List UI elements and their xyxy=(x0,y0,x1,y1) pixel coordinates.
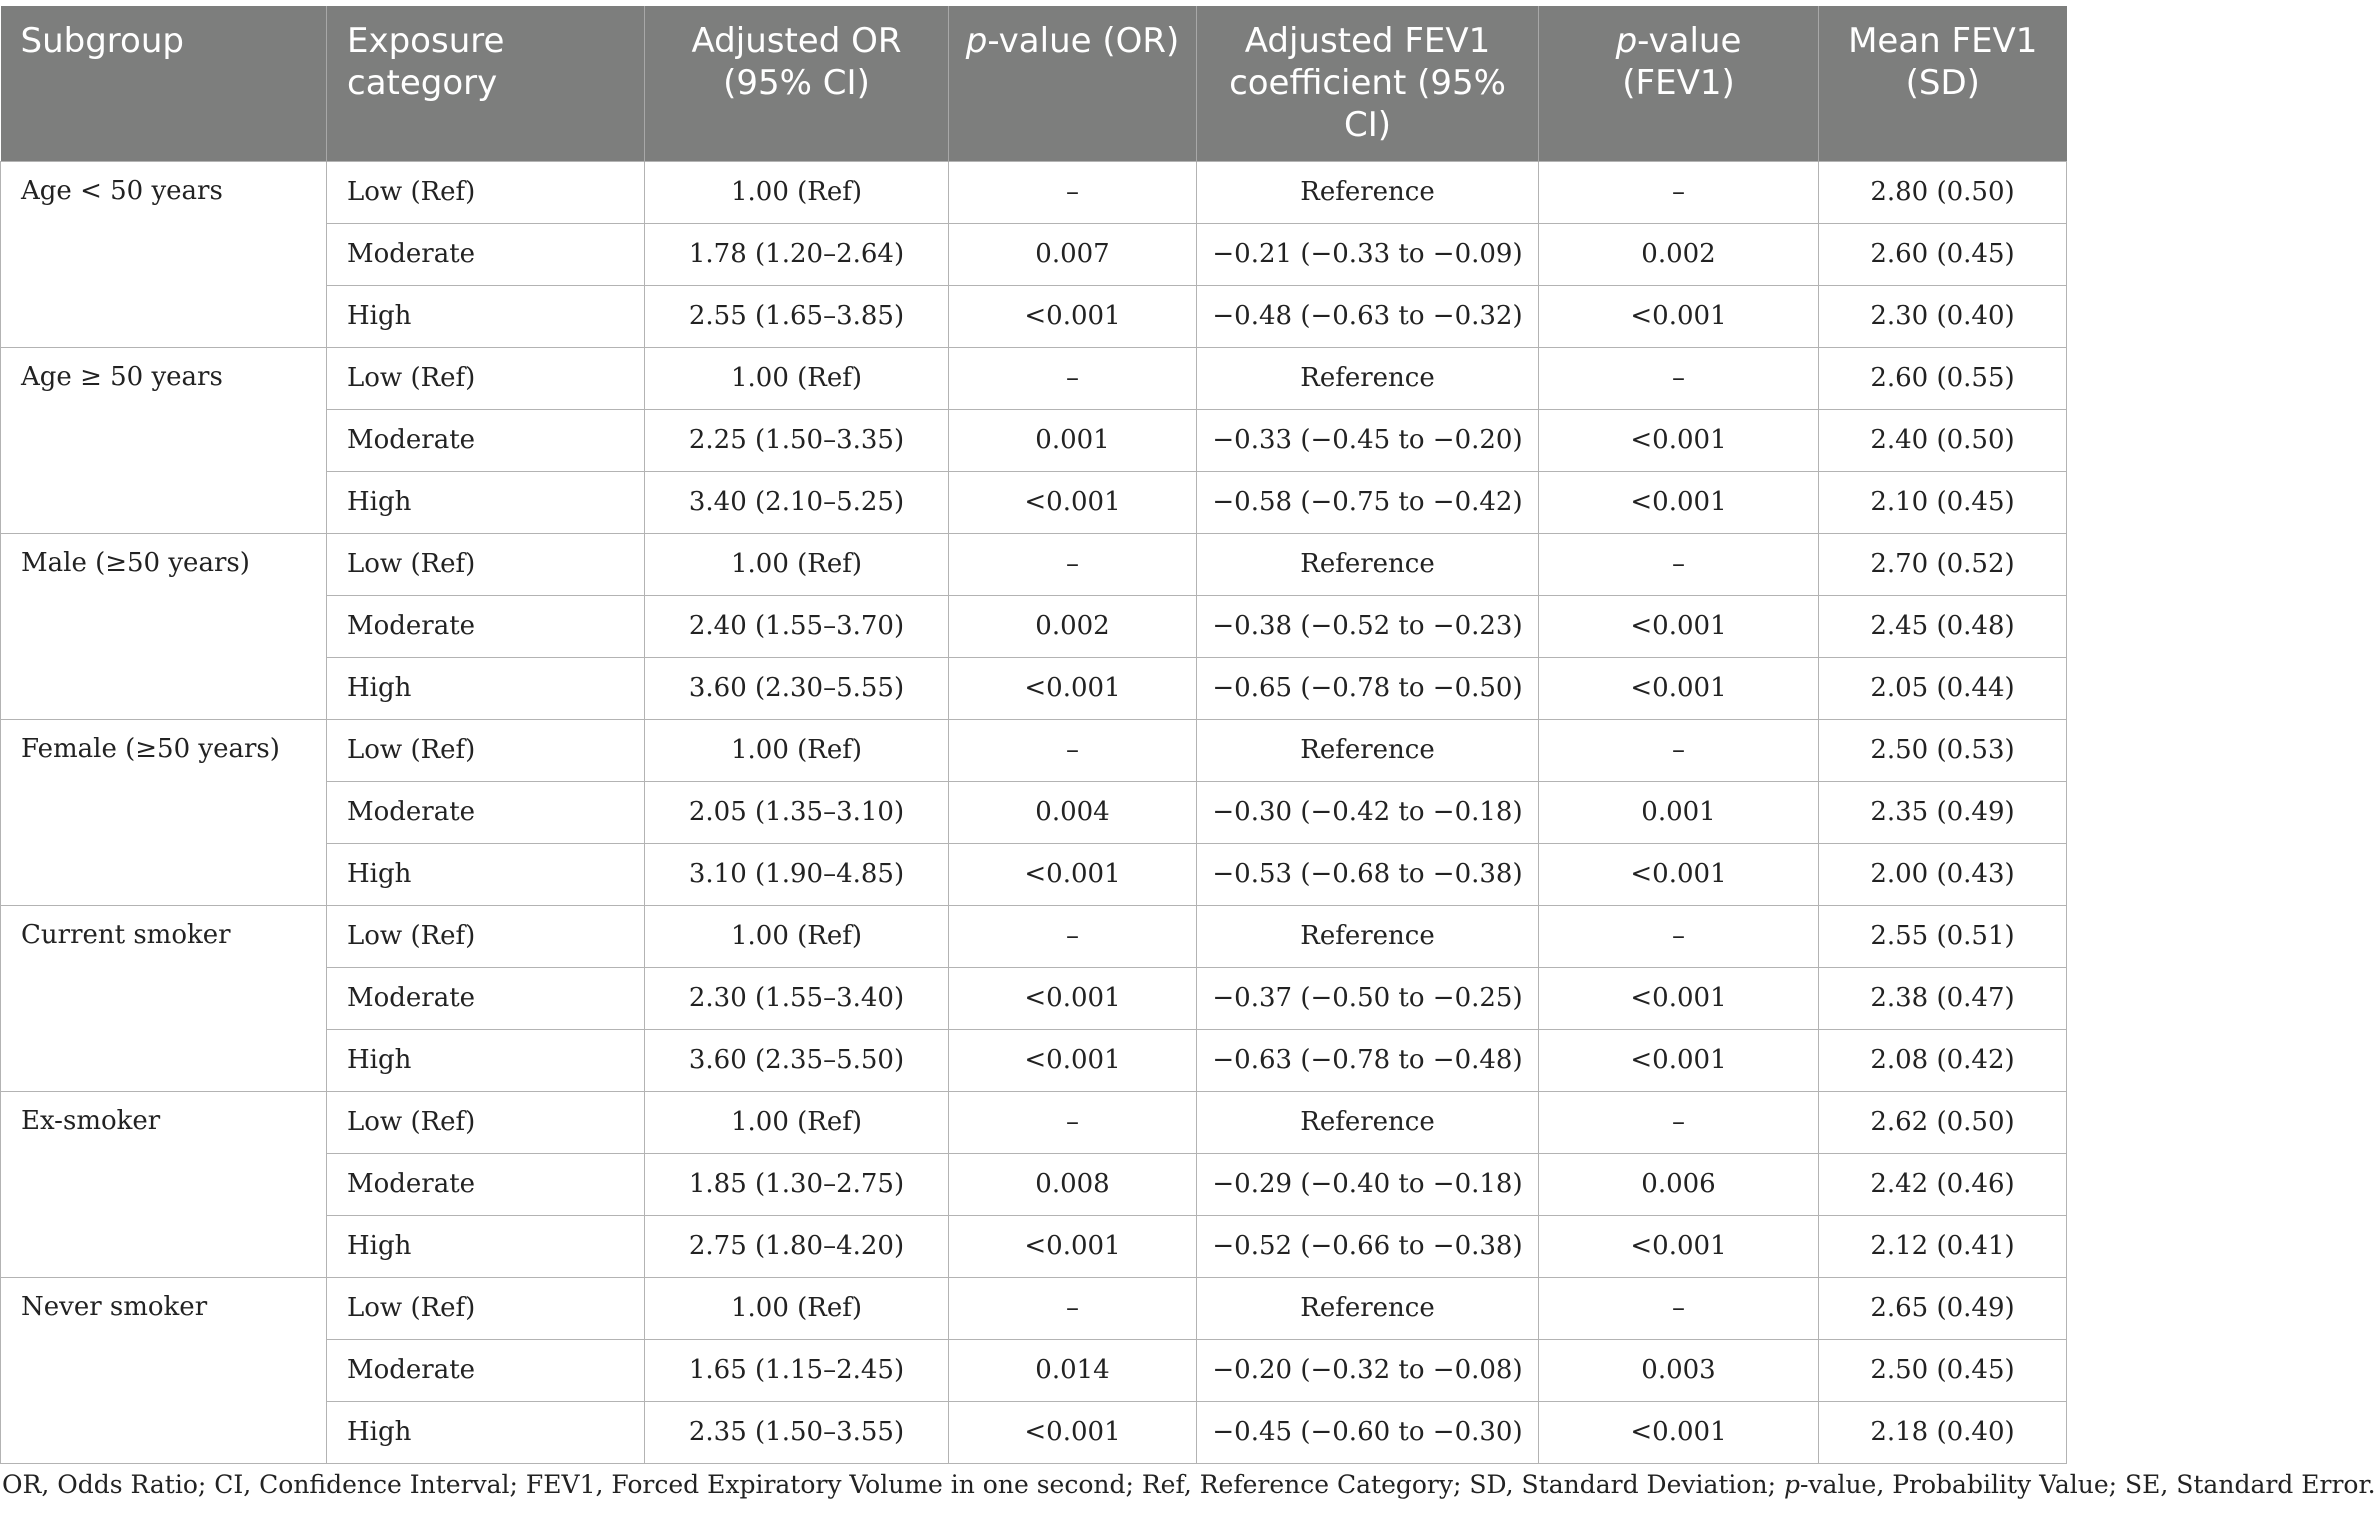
cell-p-value-or: <0.001 xyxy=(949,843,1197,905)
cell-adjusted-or: 1.85 (1.30–2.75) xyxy=(645,1153,949,1215)
cell-p-value-or: 0.008 xyxy=(949,1153,1197,1215)
cell-adjusted-fev1: −0.37 (−0.50 to −0.25) xyxy=(1197,967,1539,1029)
cell-mean-fev1: 2.62 (0.50) xyxy=(1819,1091,2067,1153)
cell-exposure-category: Low (Ref) xyxy=(327,161,645,223)
cell-adjusted-or: 1.00 (Ref) xyxy=(645,1091,949,1153)
header-adjusted-fev1: Adjusted FEV1 coefficient (95% CI) xyxy=(1197,6,1539,161)
cell-exposure-category: Moderate xyxy=(327,1339,645,1401)
cell-exposure-category: Moderate xyxy=(327,409,645,471)
cell-p-value-fev1: – xyxy=(1539,905,1819,967)
table-row xyxy=(1,1091,2067,1153)
cell-adjusted-or: 2.55 (1.65–3.85) xyxy=(645,285,949,347)
cell-adjusted-fev1: Reference xyxy=(1197,1091,1539,1153)
cell-adjusted-fev1: Reference xyxy=(1197,1277,1539,1339)
cell-adjusted-fev1: −0.45 (−0.60 to −0.30) xyxy=(1197,1401,1539,1463)
cell-adjusted-fev1: −0.48 (−0.63 to −0.32) xyxy=(1197,285,1539,347)
cell-p-value-or: <0.001 xyxy=(949,1029,1197,1091)
cell-p-value-fev1: <0.001 xyxy=(1539,285,1819,347)
cell-exposure-category: High xyxy=(327,657,645,719)
cell-adjusted-or: 1.00 (Ref) xyxy=(645,905,949,967)
cell-adjusted-fev1: −0.20 (−0.32 to −0.08) xyxy=(1197,1339,1539,1401)
cell-p-value-or: – xyxy=(949,533,1197,595)
cell-p-value-fev1: – xyxy=(1539,719,1819,781)
cell-p-value-fev1: – xyxy=(1539,1091,1819,1153)
cell-mean-fev1: 2.50 (0.53) xyxy=(1819,719,2067,781)
cell-p-value-fev1: <0.001 xyxy=(1539,595,1819,657)
cell-subgroup: Female (≥50 years) xyxy=(1,719,327,905)
cell-exposure-category: Low (Ref) xyxy=(327,719,645,781)
cell-p-value-fev1: – xyxy=(1539,161,1819,223)
cell-adjusted-or: 3.60 (2.35–5.50) xyxy=(645,1029,949,1091)
cell-exposure-category: Moderate xyxy=(327,223,645,285)
cell-p-value-or: <0.001 xyxy=(949,657,1197,719)
cell-mean-fev1: 2.35 (0.49) xyxy=(1819,781,2067,843)
cell-p-value-fev1: 0.001 xyxy=(1539,781,1819,843)
cell-p-value-or: <0.001 xyxy=(949,967,1197,1029)
cell-exposure-category: Low (Ref) xyxy=(327,905,645,967)
cell-p-value-fev1: <0.001 xyxy=(1539,409,1819,471)
cell-p-value-or: – xyxy=(949,719,1197,781)
cell-p-value-fev1: – xyxy=(1539,533,1819,595)
cell-exposure-category: High xyxy=(327,285,645,347)
header-mean-fev1: Mean FEV1 (SD) xyxy=(1819,6,2067,161)
cell-adjusted-or: 1.00 (Ref) xyxy=(645,719,949,781)
cell-p-value-fev1: <0.001 xyxy=(1539,471,1819,533)
cell-p-value-fev1: 0.002 xyxy=(1539,223,1819,285)
table-row xyxy=(1,161,2067,223)
cell-mean-fev1: 2.80 (0.50) xyxy=(1819,161,2067,223)
cell-adjusted-fev1: −0.53 (−0.68 to −0.38) xyxy=(1197,843,1539,905)
cell-exposure-category: High xyxy=(327,1215,645,1277)
table-row xyxy=(1,347,2067,409)
table-row xyxy=(1,1277,2067,1339)
cell-adjusted-fev1: −0.65 (−0.78 to −0.50) xyxy=(1197,657,1539,719)
cell-exposure-category: Moderate xyxy=(327,781,645,843)
cell-adjusted-or: 2.30 (1.55–3.40) xyxy=(645,967,949,1029)
cell-p-value-or: – xyxy=(949,905,1197,967)
header-p-value-or: p-value (OR) xyxy=(949,6,1197,161)
cell-adjusted-fev1: −0.33 (−0.45 to −0.20) xyxy=(1197,409,1539,471)
cell-mean-fev1: 2.38 (0.47) xyxy=(1819,967,2067,1029)
cell-adjusted-fev1: −0.29 (−0.40 to −0.18) xyxy=(1197,1153,1539,1215)
footnote: OR, Odds Ratio; CI, Confidence Interval; FEV1, Forced Expiratory Volume in one second; Ref, Reference Category; SD, Standard Deviation; p-value, Probability Value; SE, Standard Error. xyxy=(2,1470,2376,1499)
cell-p-value-fev1: <0.001 xyxy=(1539,843,1819,905)
cell-exposure-category: High xyxy=(327,471,645,533)
cell-p-value-or: 0.001 xyxy=(949,409,1197,471)
cell-mean-fev1: 2.08 (0.42) xyxy=(1819,1029,2067,1091)
cell-p-value-fev1: <0.001 xyxy=(1539,967,1819,1029)
cell-adjusted-fev1: Reference xyxy=(1197,533,1539,595)
table-body xyxy=(1,161,2067,1463)
cell-mean-fev1: 2.30 (0.40) xyxy=(1819,285,2067,347)
cell-p-value-or: 0.014 xyxy=(949,1339,1197,1401)
cell-p-value-or: <0.001 xyxy=(949,471,1197,533)
cell-mean-fev1: 2.60 (0.45) xyxy=(1819,223,2067,285)
cell-p-value-fev1: <0.001 xyxy=(1539,1215,1819,1277)
header-adjusted-or: Adjusted OR (95% CI) xyxy=(645,6,949,161)
cell-p-value-or: – xyxy=(949,1277,1197,1339)
header-row xyxy=(1,6,2067,161)
cell-adjusted-or: 2.40 (1.55–3.70) xyxy=(645,595,949,657)
cell-p-value-or: <0.001 xyxy=(949,1401,1197,1463)
cell-adjusted-or: 3.40 (2.10–5.25) xyxy=(645,471,949,533)
cell-p-value-or: 0.007 xyxy=(949,223,1197,285)
cell-exposure-category: High xyxy=(327,843,645,905)
cell-p-value-or: – xyxy=(949,1091,1197,1153)
cell-p-value-or: – xyxy=(949,161,1197,223)
cell-p-value-fev1: 0.003 xyxy=(1539,1339,1819,1401)
cell-exposure-category: Moderate xyxy=(327,1153,645,1215)
cell-adjusted-or: 2.75 (1.80–4.20) xyxy=(645,1215,949,1277)
cell-adjusted-fev1: −0.58 (−0.75 to −0.42) xyxy=(1197,471,1539,533)
cell-exposure-category: Moderate xyxy=(327,967,645,1029)
cell-adjusted-fev1: −0.38 (−0.52 to −0.23) xyxy=(1197,595,1539,657)
cell-adjusted-fev1: −0.30 (−0.42 to −0.18) xyxy=(1197,781,1539,843)
cell-subgroup: Age < 50 years xyxy=(1,161,327,347)
header-subgroup: Subgroup xyxy=(1,6,327,161)
results-table xyxy=(0,6,2067,1464)
cell-mean-fev1: 2.70 (0.52) xyxy=(1819,533,2067,595)
cell-subgroup: Current smoker xyxy=(1,905,327,1091)
cell-exposure-category: Moderate xyxy=(327,595,645,657)
cell-adjusted-fev1: −0.63 (−0.78 to −0.48) xyxy=(1197,1029,1539,1091)
table-row xyxy=(1,905,2067,967)
cell-p-value-fev1: – xyxy=(1539,1277,1819,1339)
cell-adjusted-or: 1.00 (Ref) xyxy=(645,1277,949,1339)
cell-p-value-fev1: <0.001 xyxy=(1539,1029,1819,1091)
cell-mean-fev1: 2.55 (0.51) xyxy=(1819,905,2067,967)
cell-adjusted-fev1: −0.21 (−0.33 to −0.09) xyxy=(1197,223,1539,285)
cell-mean-fev1: 2.50 (0.45) xyxy=(1819,1339,2067,1401)
cell-exposure-category: High xyxy=(327,1029,645,1091)
cell-adjusted-fev1: Reference xyxy=(1197,719,1539,781)
cell-mean-fev1: 2.12 (0.41) xyxy=(1819,1215,2067,1277)
cell-mean-fev1: 2.65 (0.49) xyxy=(1819,1277,2067,1339)
cell-adjusted-or: 3.60 (2.30–5.55) xyxy=(645,657,949,719)
cell-adjusted-fev1: Reference xyxy=(1197,161,1539,223)
cell-adjusted-or: 3.10 (1.90–4.85) xyxy=(645,843,949,905)
cell-adjusted-or: 2.35 (1.50–3.55) xyxy=(645,1401,949,1463)
header-exposure-category: Exposure category xyxy=(327,6,645,161)
cell-mean-fev1: 2.05 (0.44) xyxy=(1819,657,2067,719)
cell-adjusted-or: 1.00 (Ref) xyxy=(645,347,949,409)
cell-adjusted-or: 1.78 (1.20–2.64) xyxy=(645,223,949,285)
cell-subgroup: Ex-smoker xyxy=(1,1091,327,1277)
cell-subgroup: Male (≥50 years) xyxy=(1,533,327,719)
cell-p-value-fev1: – xyxy=(1539,347,1819,409)
cell-mean-fev1: 2.45 (0.48) xyxy=(1819,595,2067,657)
cell-subgroup: Never smoker xyxy=(1,1277,327,1463)
cell-adjusted-or: 1.00 (Ref) xyxy=(645,161,949,223)
cell-p-value-or: 0.002 xyxy=(949,595,1197,657)
header-p-value-fev1: p-value (FEV1) xyxy=(1539,6,1819,161)
cell-mean-fev1: 2.40 (0.50) xyxy=(1819,409,2067,471)
cell-adjusted-or: 1.00 (Ref) xyxy=(645,533,949,595)
cell-adjusted-fev1: Reference xyxy=(1197,905,1539,967)
cell-subgroup: Age ≥ 50 years xyxy=(1,347,327,533)
cell-adjusted-or: 1.65 (1.15–2.45) xyxy=(645,1339,949,1401)
cell-exposure-category: Low (Ref) xyxy=(327,347,645,409)
cell-mean-fev1: 2.42 (0.46) xyxy=(1819,1153,2067,1215)
cell-p-value-or: <0.001 xyxy=(949,1215,1197,1277)
cell-adjusted-or: 2.25 (1.50–3.35) xyxy=(645,409,949,471)
cell-mean-fev1: 2.18 (0.40) xyxy=(1819,1401,2067,1463)
cell-p-value-or: <0.001 xyxy=(949,285,1197,347)
cell-adjusted-fev1: −0.52 (−0.66 to −0.38) xyxy=(1197,1215,1539,1277)
cell-p-value-fev1: <0.001 xyxy=(1539,1401,1819,1463)
cell-p-value-or: 0.004 xyxy=(949,781,1197,843)
cell-exposure-category: Low (Ref) xyxy=(327,1277,645,1339)
cell-p-value-fev1: 0.006 xyxy=(1539,1153,1819,1215)
cell-mean-fev1: 2.00 (0.43) xyxy=(1819,843,2067,905)
cell-adjusted-or: 2.05 (1.35–3.10) xyxy=(645,781,949,843)
cell-mean-fev1: 2.60 (0.55) xyxy=(1819,347,2067,409)
table-row xyxy=(1,719,2067,781)
cell-exposure-category: Low (Ref) xyxy=(327,1091,645,1153)
cell-exposure-category: Low (Ref) xyxy=(327,533,645,595)
cell-p-value-fev1: <0.001 xyxy=(1539,657,1819,719)
cell-adjusted-fev1: Reference xyxy=(1197,347,1539,409)
cell-p-value-or: – xyxy=(949,347,1197,409)
cell-mean-fev1: 2.10 (0.45) xyxy=(1819,471,2067,533)
table-row xyxy=(1,533,2067,595)
cell-exposure-category: High xyxy=(327,1401,645,1463)
